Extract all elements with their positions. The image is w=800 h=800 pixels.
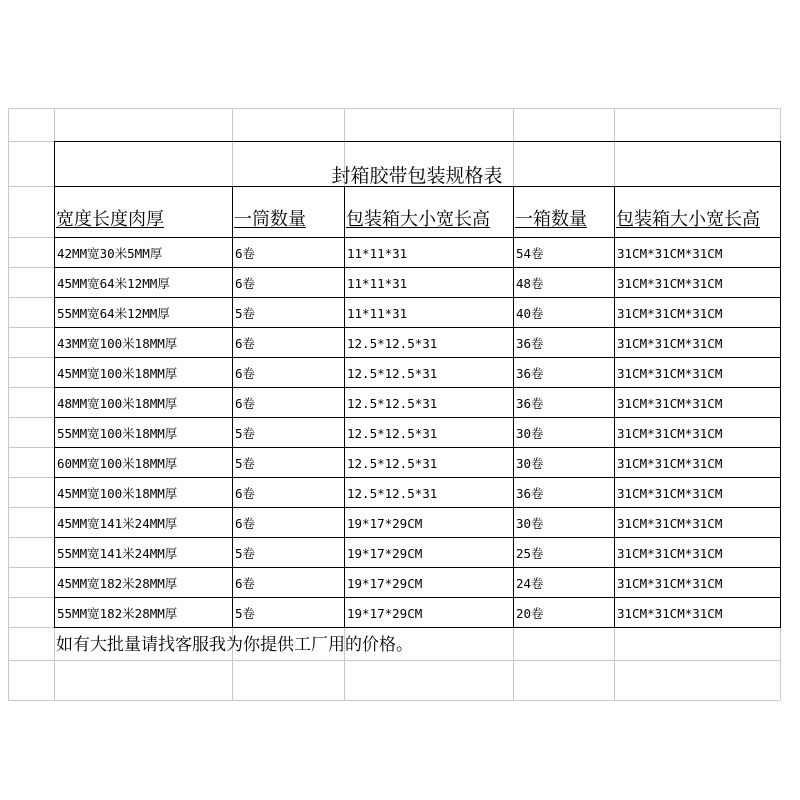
table-cell[interactable]: 11*11*31 — [347, 246, 408, 261]
table-cell[interactable]: 43MM宽100米18MM厚 — [57, 336, 178, 351]
footer-note: 如有大批量请找客服我为你提供工厂用的价格。 — [56, 635, 413, 655]
table-cell[interactable]: 55MM宽100米18MM厚 — [57, 426, 178, 441]
table-cell[interactable]: 54卷 — [516, 246, 544, 261]
table-border-left — [54, 141, 55, 627]
table-cell[interactable]: 31CM*31CM*31CM — [617, 276, 723, 291]
table-cell[interactable]: 31CM*31CM*31CM — [617, 306, 723, 321]
table-cell[interactable]: 5卷 — [235, 306, 256, 321]
table-cell[interactable]: 19*17*29CM — [347, 516, 423, 531]
table-cell[interactable]: 31CM*31CM*31CM — [617, 396, 723, 411]
table-cell[interactable]: 36卷 — [516, 366, 544, 381]
table-cell[interactable]: 45MM宽141米24MM厚 — [57, 516, 178, 531]
table-cell[interactable]: 6卷 — [235, 276, 256, 291]
table-cell[interactable]: 5卷 — [235, 546, 256, 561]
table-col-divider — [232, 186, 233, 627]
table-cell[interactable]: 25卷 — [516, 546, 544, 561]
table-cell[interactable]: 36卷 — [516, 336, 544, 351]
table-cell[interactable]: 19*17*29CM — [347, 576, 423, 591]
table-cell[interactable]: 30卷 — [516, 456, 544, 471]
table-cell[interactable]: 36卷 — [516, 396, 544, 411]
table-cell[interactable]: 6卷 — [235, 486, 256, 501]
table-cell[interactable]: 55MM宽64米12MM厚 — [57, 306, 170, 321]
column-header: 包装箱大小宽长高 — [346, 209, 490, 230]
table-cell[interactable]: 19*17*29CM — [347, 606, 423, 621]
table-cell[interactable]: 6卷 — [235, 336, 256, 351]
table-cell[interactable]: 12.5*12.5*31 — [347, 396, 438, 411]
table-cell[interactable]: 55MM宽141米24MM厚 — [57, 546, 178, 561]
table-cell[interactable]: 45MM宽100米18MM厚 — [57, 366, 178, 381]
table-cell[interactable]: 45MM宽64米12MM厚 — [57, 276, 170, 291]
table-cell[interactable]: 12.5*12.5*31 — [347, 456, 438, 471]
table-cell[interactable]: 12.5*12.5*31 — [347, 486, 438, 501]
table-cell[interactable]: 5卷 — [235, 606, 256, 621]
grid-line-horizontal — [8, 700, 780, 701]
table-col-divider — [513, 186, 514, 627]
table-cell[interactable]: 5卷 — [235, 426, 256, 441]
table-cell[interactable]: 5卷 — [235, 456, 256, 471]
table-cell[interactable]: 19*17*29CM — [347, 546, 423, 561]
table-cell[interactable]: 31CM*31CM*31CM — [617, 516, 723, 531]
grid-line-vertical — [8, 108, 9, 700]
table-cell[interactable]: 42MM宽30米5MM厚 — [57, 246, 163, 261]
table-col-divider — [614, 186, 615, 627]
table-cell[interactable]: 45MM宽182米28MM厚 — [57, 576, 178, 591]
table-cell[interactable]: 45MM宽100米18MM厚 — [57, 486, 178, 501]
table-cell[interactable]: 24卷 — [516, 576, 544, 591]
table-cell[interactable]: 40卷 — [516, 306, 544, 321]
table-cell[interactable]: 30卷 — [516, 426, 544, 441]
table-cell[interactable]: 12.5*12.5*31 — [347, 426, 438, 441]
grid-line-horizontal — [8, 660, 780, 661]
table-cell[interactable]: 31CM*31CM*31CM — [617, 606, 723, 621]
table-border-right — [780, 141, 781, 627]
table-cell[interactable]: 60MM宽100米18MM厚 — [57, 456, 178, 471]
table-cell[interactable]: 31CM*31CM*31CM — [617, 546, 723, 561]
table-cell[interactable]: 30卷 — [516, 516, 544, 531]
table-cell[interactable]: 12.5*12.5*31 — [347, 336, 438, 351]
table-cell[interactable]: 31CM*31CM*31CM — [617, 336, 723, 351]
table-cell[interactable]: 11*11*31 — [347, 306, 408, 321]
table-cell[interactable]: 31CM*31CM*31CM — [617, 246, 723, 261]
table-cell[interactable]: 6卷 — [235, 516, 256, 531]
table-cell[interactable]: 6卷 — [235, 576, 256, 591]
column-header: 一筒数量 — [234, 209, 306, 230]
table-cell[interactable]: 48卷 — [516, 276, 544, 291]
table-cell[interactable]: 31CM*31CM*31CM — [617, 426, 723, 441]
table-cell[interactable]: 36卷 — [516, 486, 544, 501]
table-col-divider — [344, 186, 345, 627]
table-cell[interactable]: 6卷 — [235, 396, 256, 411]
column-header: 包装箱大小宽长高 — [616, 209, 760, 230]
table-cell[interactable]: 55MM宽182米28MM厚 — [57, 606, 178, 621]
table-cell[interactable]: 12.5*12.5*31 — [347, 366, 438, 381]
table-cell[interactable]: 6卷 — [235, 366, 256, 381]
table-cell[interactable]: 31CM*31CM*31CM — [617, 456, 723, 471]
table-cell[interactable]: 11*11*31 — [347, 276, 408, 291]
table-cell[interactable]: 31CM*31CM*31CM — [617, 366, 723, 381]
table-cell[interactable]: 20卷 — [516, 606, 544, 621]
grid-line-horizontal — [8, 108, 780, 109]
table-cell[interactable]: 48MM宽100米18MM厚 — [57, 396, 178, 411]
column-header: 一箱数量 — [515, 209, 587, 230]
table-cell[interactable]: 31CM*31CM*31CM — [617, 486, 723, 501]
table-cell[interactable]: 6卷 — [235, 246, 256, 261]
table-cell[interactable]: 31CM*31CM*31CM — [617, 576, 723, 591]
page-title: 封箱胶带包装规格表 — [331, 165, 503, 186]
column-header: 宽度长度肉厚 — [56, 209, 164, 230]
